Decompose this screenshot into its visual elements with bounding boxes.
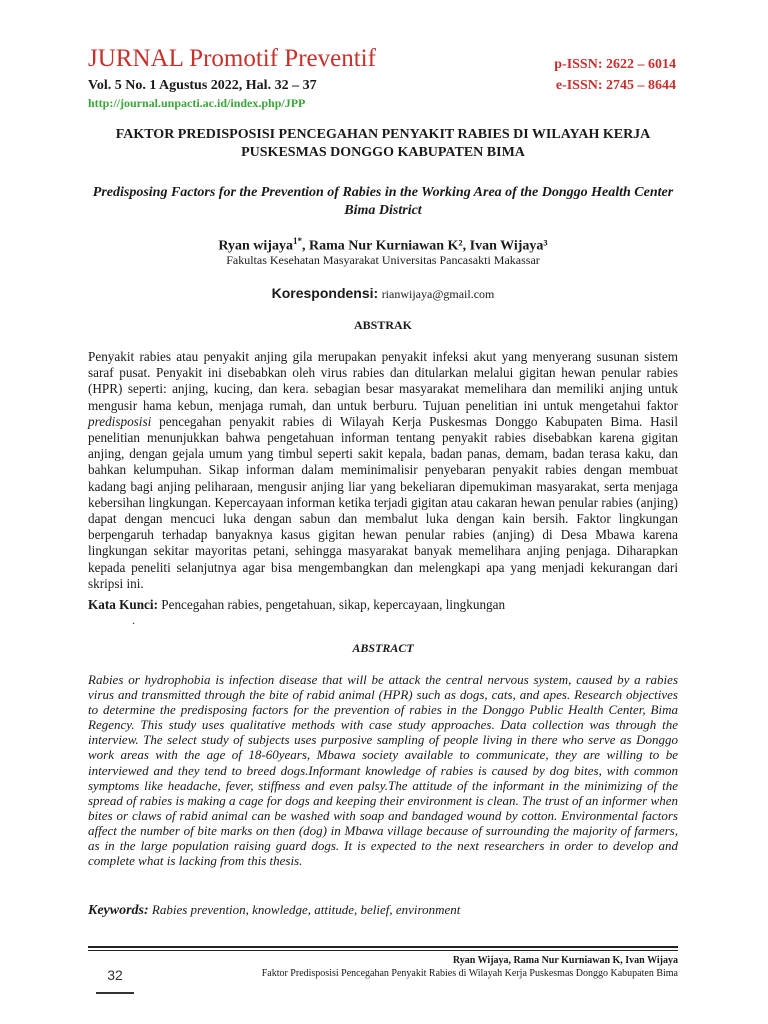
footer-rule-thin: [88, 950, 678, 951]
correspondence: [88, 285, 678, 303]
page-number: 32: [96, 962, 134, 994]
abstrak-text-b: pencegahan penyakit rabies di Wilayah Kerja Puskesmas Donggo Kabupaten Bima. Hasil penelitian menunjukkan bahwa pengetahuan informan tentang penyakit rabies disebabkan karena gigitan anjing, dengan gejala umum yang timbul seperti sakit kepala, badan panas, demam, badan terasa kaku, dan bahkan kelumpuhan. Sikap informan dalam meminimalisir penyebaran penyakit rabies dengan membuat kadang bagi anjing peliharaan, mengusir anjing liar yang bekeliaran dipemukiman masyarakat, serta menjaga kebersihan lingkungan. Kepercayaan informan ketika terjadi gigitan atau cakaran hewan penular rabies (anjing) dapat dengan mencuci luka dengan sabun dan membalut luka dengan kain bersih. Faktor lingkungan berpengaruh terhadap banyaknya kasus gigitan hewan penular rabies (anjing) di Desa Mbawa karena lingkungan sekitar mayoritas petani, sehingga masyarakat banyak memelihara anjing penjaga. Diharapkan kepada peneliti selanjutnya agar bisa mengembangkan dan melengkapi apa yang menjadi kekurangan dari skripsi ini.: [88, 413, 678, 591]
abstract-heading: ABSTRACT: [352, 641, 414, 655]
volume-info: Vol. 5 No. 1 Agustus 2022, Hal. 32 – 37: [88, 78, 317, 93]
footer-rule-thick: [88, 946, 678, 948]
journal-title: JURNAL Promotif Preventif: [88, 45, 376, 72]
running-authors: Ryan Wijaya, Rama Nur Kurniawan K, Ivan Wijaya: [452, 955, 678, 966]
journal-url[interactable]: http://journal.unpacti.ac.id/index.php/JPP: [88, 96, 306, 110]
kata-kunci: [88, 597, 678, 613]
abstract-text: Rabies or hydrophobia is infection disease that will be attack the central nervous system, caused by a rabies virus and transmitted through the bite of rabid animal (HPR) such as dogs, cats, and apes. Research objectives to determine the predisposing factors for the prevention of rabies in the Donggo Public Health Center, Bima Regency. This study uses qualitative methods with case study approaches. Data collection was through the interview. The select study of subjects uses purposive sampling of people living in there who serve as Donggo work areas with the age of 18-60years, Mbawa society available to communicate, they are willing to be interviewed and they tend to breed dogs.Informant knowledge of rabies is caused by dog bites, with common symptoms like headache, fever, stiffness and even palsy.The attitude of the informant in the minimizing of the spread of rabies is making a cage for dogs and keeping their environment is clean. The trust of an informer when bites or claws of rabid animal can be washed with soap and bandaged wound by cotton. Environmental factors affect the number of bite marks on then (dog) in Mbawa village because of surrounding the majority of farmers, as in the large population raising guard dogs. It is expected to the next researchers in order to develop and complete what is lacking from this thesis.: [88, 672, 678, 869]
author-list: [88, 236, 678, 255]
stray-dot: .: [132, 613, 135, 627]
kata-kunci-label: Kata Kunci:: [88, 597, 158, 612]
keywords-label: Keywords:: [88, 903, 149, 918]
correspondence-email[interactable]: rianwijaya@gmail.com: [381, 287, 495, 301]
keywords-text: Rabies prevention, knowledge, attitude, belief, environment: [148, 902, 461, 917]
abstrak-italic-term: predisposisi: [88, 413, 152, 429]
affiliation: Fakultas Kesehatan Masyarakat Universitas Pancasakti Makassar: [226, 253, 540, 267]
author-others: , Rama Nur Kurniawan K², Ivan Wijaya³: [301, 238, 548, 254]
abstrak-body: [88, 349, 678, 592]
abstract-body: [88, 672, 678, 868]
running-title: Faktor Predisposisi Pencegahan Penyakit Rabies di Wilayah Kerja Puskesmas Donggo Kabupaten Bima: [261, 968, 678, 979]
author-1: Ryan wijaya: [218, 238, 293, 254]
kata-kunci-text: Pencegahan rabies, pengetahuan, sikap, kepercayaan, lingkungan: [157, 597, 506, 612]
author-1-marker: 1*: [292, 236, 302, 246]
article-title-english: Predisposing Factors for the Prevention of Rabies in the Working Area of the Donggo Health Center Bima District: [92, 185, 674, 218]
abstrak-heading: ABSTRAK: [353, 318, 412, 332]
correspondence-label: Korespondensi:: [271, 285, 379, 301]
p-issn: p-ISSN: 2622 – 6014: [554, 57, 676, 72]
abstrak-text-a: Penyakit rabies atau penyakit anjing gila merupakan penyakit infeksi akut yang menyerang susunan sistem saraf pusat. Penyakit ini disebabkan oleh virus rabies dan ditularkan melalui gigitan hewan penular rabies (HPR) seperti: anjing, kucing, dan kera. sebagian besar masyarakat memelihara dan memiliki anjing untuk mengusir hama kebun, menjaga rumah, dan untuk berburu. Tujuan penelitian ini untuk mengetahui faktor: [88, 349, 678, 413]
e-issn: e-ISSN: 2745 – 8644: [555, 78, 676, 93]
keywords: [88, 902, 678, 919]
article-title-indonesian: FAKTOR PREDISPOSISI PENCEGAHAN PENYAKIT RABIES DI WILAYAH KERJA PUSKESMAS DONGGO KABUPATEN BIMA: [115, 127, 651, 160]
